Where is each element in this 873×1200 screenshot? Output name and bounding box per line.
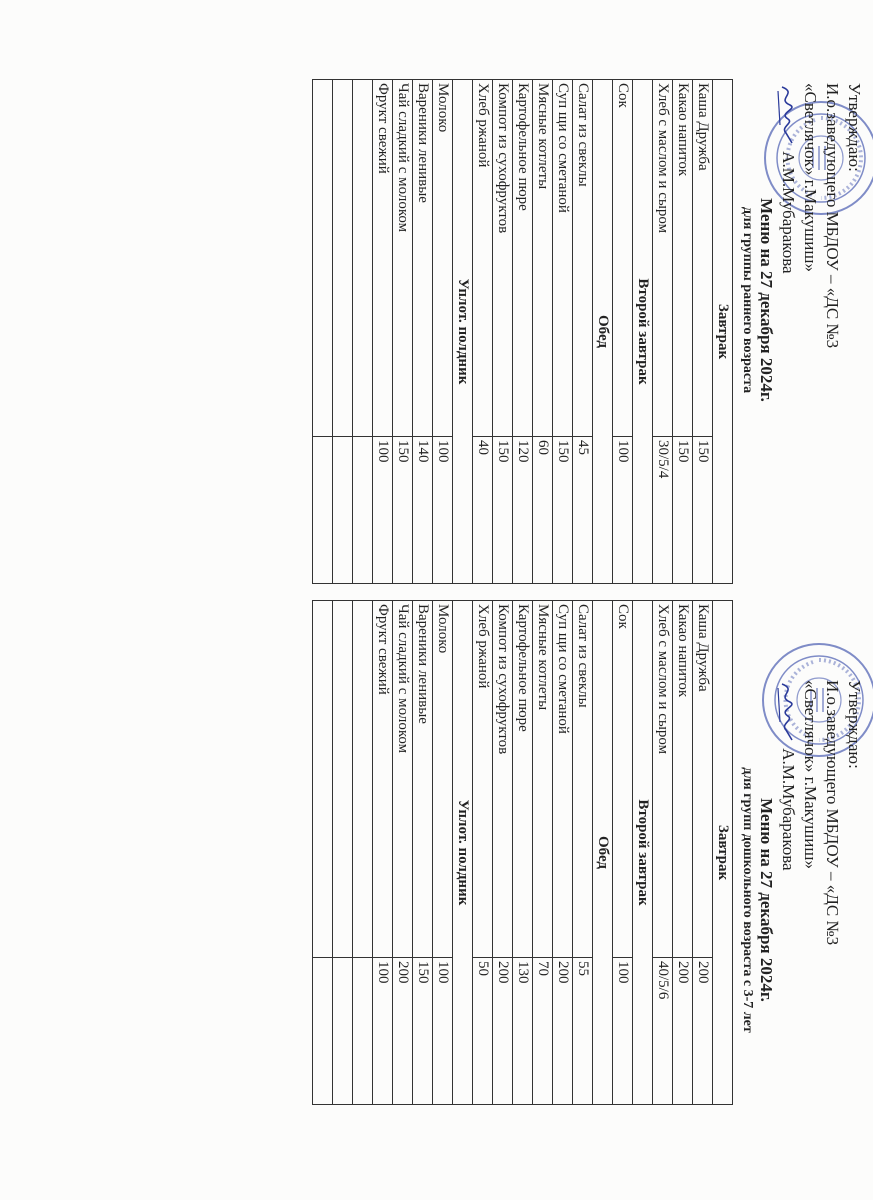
table-row xyxy=(513,80,533,584)
dish-qty: 100 xyxy=(613,958,633,1105)
dish-qty: 100 xyxy=(373,437,393,584)
table-row xyxy=(573,80,593,584)
table-row xyxy=(433,80,453,584)
dish-name: Салат из свеклы xyxy=(573,80,593,437)
dish-qty: 70 xyxy=(533,958,553,1105)
approval-signer: А.М.Мубаракова xyxy=(779,151,798,274)
dish-name: Хлеб с маслом и сыром xyxy=(653,80,673,437)
section-header-lunch: Обед xyxy=(593,80,613,584)
table-row xyxy=(553,601,573,1105)
dish-name: Фрукт свежий xyxy=(373,80,393,437)
menu-table xyxy=(312,600,733,1105)
table-row xyxy=(693,601,713,1105)
dish-name: Чай сладкий с молоком xyxy=(393,80,413,437)
menu-title: Меню на 27 декабря 2024г. xyxy=(757,798,776,1002)
empty-row xyxy=(353,80,373,584)
dish-name: Сок xyxy=(613,601,633,958)
table-row xyxy=(413,80,433,584)
dish-qty: 50 xyxy=(473,958,493,1105)
dish-name: Картофельное пюре xyxy=(513,80,533,437)
menu-subtitle: для группы раннего возраста xyxy=(740,206,755,394)
table-row xyxy=(473,80,493,584)
dish-name: Суп щи со сметаной xyxy=(553,601,573,958)
section-header-second-breakfast: Второй завтрак xyxy=(633,601,653,1105)
dish-qty: 140 xyxy=(413,437,433,584)
approval-block xyxy=(777,83,865,348)
table-row xyxy=(653,601,673,1105)
table-row xyxy=(473,601,493,1105)
table-row xyxy=(653,80,673,584)
table-row xyxy=(533,80,553,584)
dish-qty: 40 xyxy=(473,437,493,584)
dish-qty: 150 xyxy=(693,437,713,584)
menu-title: Меню на 27 декабря 2024г. xyxy=(757,198,776,402)
table-row xyxy=(393,601,413,1105)
dish-name: Вареники ленивые xyxy=(413,601,433,958)
approval-institution: «Светлячок» г.Макушиш» xyxy=(801,680,820,869)
dish-qty: 60 xyxy=(533,437,553,584)
table-row xyxy=(613,80,633,584)
dish-qty: 150 xyxy=(413,958,433,1105)
dish-qty: 30/5/4 xyxy=(653,437,673,584)
signature-icon xyxy=(778,680,796,744)
approval-signature-line xyxy=(777,680,799,945)
dish-name: Каша Дружба xyxy=(693,601,713,958)
approval-position: И.о.заведующего МБДОУ – «ДС №3 xyxy=(823,83,842,349)
dish-name: Хлеб с маслом и сыром xyxy=(653,601,673,958)
dish-name: Молоко xyxy=(433,80,453,437)
dish-qty: 200 xyxy=(493,958,513,1105)
approval-signature-line xyxy=(777,83,799,348)
table-row xyxy=(533,601,553,1105)
empty-row xyxy=(353,601,373,1105)
dish-name: Хлеб ржаной xyxy=(473,601,493,958)
approval-heading: Утверждаю: xyxy=(845,83,864,172)
approval-block xyxy=(777,680,865,945)
table-row xyxy=(413,601,433,1105)
dish-name: Хлеб ржаной xyxy=(473,80,493,437)
section-header-breakfast: Завтрак xyxy=(713,80,733,584)
menu-sheet-preschool xyxy=(0,600,873,1200)
table-row xyxy=(573,601,593,1105)
dish-qty: 150 xyxy=(493,437,513,584)
dish-qty: 100 xyxy=(433,958,453,1105)
table-row xyxy=(433,601,453,1105)
dish-name: Фрукт свежий xyxy=(373,601,393,958)
menu-subtitle: для групп дошкольного возраста с 3-7 лет xyxy=(740,767,755,1033)
dish-qty: 150 xyxy=(673,437,693,584)
empty-row xyxy=(313,80,333,584)
dish-qty: 200 xyxy=(673,958,693,1105)
dish-qty: 100 xyxy=(613,437,633,584)
dish-name: Каша Дружба xyxy=(693,80,713,437)
section-header-breakfast: Завтрак xyxy=(713,601,733,1105)
dish-name: Суп щи со сметаной xyxy=(553,80,573,437)
approval-signer: А.М.Мубаракова xyxy=(779,748,798,871)
dish-qty: 55 xyxy=(573,958,593,1105)
menu-heading xyxy=(738,600,777,1200)
section-header-snack: Уплот. полдник xyxy=(453,601,473,1105)
dish-qty: 150 xyxy=(393,437,413,584)
dish-qty: 100 xyxy=(433,437,453,584)
dish-name: Мясные котлеты xyxy=(533,601,553,958)
dish-name: Вареники ленивые xyxy=(413,80,433,437)
section-header-lunch: Обед xyxy=(593,601,613,1105)
approval-position: И.о.заведующего МБДОУ – «ДС №3 xyxy=(823,680,842,946)
table-row xyxy=(373,601,393,1105)
table-row xyxy=(613,601,633,1105)
dish-name: Компот из сухофруктов xyxy=(493,80,513,437)
table-row xyxy=(513,601,533,1105)
dish-name: Молоко xyxy=(433,601,453,958)
dish-name: Картофельное пюре xyxy=(513,601,533,958)
dish-qty: 45 xyxy=(573,437,593,584)
dish-qty: 150 xyxy=(553,437,573,584)
dish-name: Чай сладкий с молоком xyxy=(393,601,413,958)
table-row xyxy=(673,601,693,1105)
dish-qty: 40/5/6 xyxy=(653,958,673,1105)
approval-heading: Утверждаю: xyxy=(845,680,864,769)
table-row xyxy=(373,80,393,584)
dish-name: Какао напиток xyxy=(673,601,693,958)
dish-qty: 120 xyxy=(513,437,533,584)
dish-name: Сок xyxy=(613,80,633,437)
empty-row xyxy=(333,601,353,1105)
menu-heading xyxy=(738,0,777,600)
table-row xyxy=(493,601,513,1105)
dish-qty: 130 xyxy=(513,958,533,1105)
approval-institution: «Светлячок» г.Макушиш» xyxy=(801,83,820,272)
dish-qty: 200 xyxy=(393,958,413,1105)
table-row xyxy=(673,80,693,584)
dish-qty: 200 xyxy=(553,958,573,1105)
table-row xyxy=(493,80,513,584)
section-header-second-breakfast: Второй завтрак xyxy=(633,80,653,584)
table-row xyxy=(393,80,413,584)
menu-table xyxy=(312,79,733,584)
dish-name: Какао напиток xyxy=(673,80,693,437)
signature-icon xyxy=(778,83,796,147)
dish-qty: 200 xyxy=(693,958,713,1105)
dish-name: Салат из свеклы xyxy=(573,601,593,958)
empty-row xyxy=(333,80,353,584)
section-header-snack: Уплот. полдник xyxy=(453,80,473,584)
dish-qty: 100 xyxy=(373,958,393,1105)
dish-name: Компот из сухофруктов xyxy=(493,601,513,958)
table-row xyxy=(693,80,713,584)
table-row xyxy=(553,80,573,584)
empty-row xyxy=(313,601,333,1105)
dish-name: Мясные котлеты xyxy=(533,80,553,437)
